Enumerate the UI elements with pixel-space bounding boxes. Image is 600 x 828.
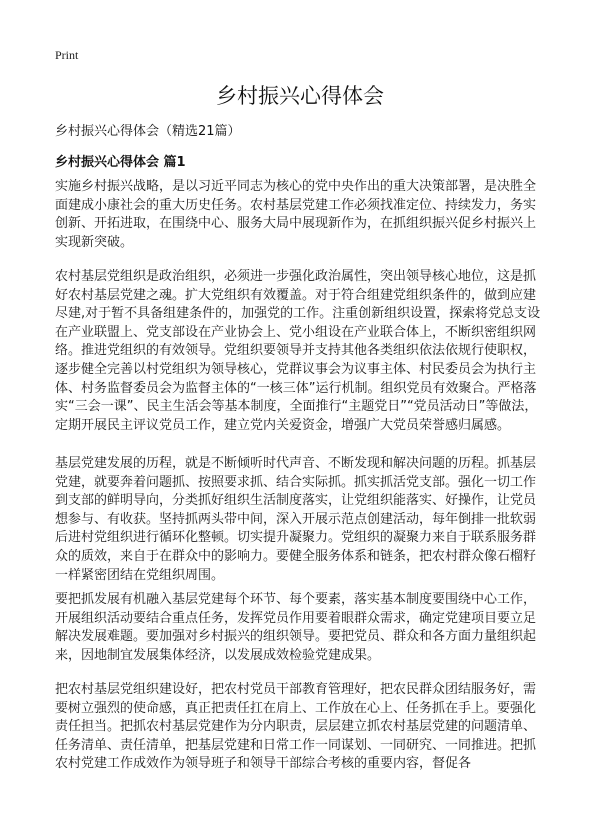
page-title: 乡村振兴心得体会 [216, 84, 384, 108]
document-subtitle: 乡村振兴心得体会（精选21篇） [55, 124, 241, 139]
print-label: Print [55, 48, 79, 62]
paragraph: 把农村基层党组织建设好，把农村党员干部教育管理好，把农民群众团结服务好，需要树立强烈的使命感，真正把责任扛在肩上、工作放在心上、任务抓在手上。要强化责任担当。把抓农村基层党建作为分内职责，层层建立抓农村基层党建的问题清单、任务清单、责任清单，把基层党建和日常工作一同谋划、一同研究、一同推进。把抓农村党建工作成效作为领导班子和领导干部综合考核的重要内容，督促各 [55, 682, 537, 772]
paragraph: 要把抓发展有机融入基层党建每个环节、每个要素，落实基本制度要围绕中心工作，开展组织活动要结合重点任务，发挥党员作用要着眼群众需求，确定党建项目要立足解决发展难题。要加强对乡村振兴的组织领导。要把党员、群众和各方面力量组织起来，因地制宜发展集体经济，以发展成效检验党建成果。 [55, 592, 537, 663]
section-heading: 乡村振兴心得体会 篇1 [55, 155, 186, 170]
paragraph: 农村基层党组织是政治组织，必须进一步强化政治属性，突出领导核心地位，这是抓好农村基层党建之魂。扩大党组织有效覆盖。对于符合组建党组织条件的，做到应建尽建,对于暂不具备组建条件的，加强党的工作。注重创新组织设置，探索将党总支设在产业联盟上、党支部设在产业协会上、党小组设在产业联合体上，不断织密组织网络。推进党组织的有效领导。党组织要领导并支持其他各类组织依法依规行使职权，逐步健全完善以村党组织为领导核心，党群议事会为议事主体、村民委员会为执行主体、村务监督委员会为监督主体的“一核三体”运行机制。组织党员有效聚合。严格落实“三会一课”、民主生活会等基本制度，全面推行“主题党日”“党员活动日”等做法，定期开展民主评议党员工作，建立党内关爱资金，增强广大党员荣誉感归属感。 [55, 269, 541, 433]
paragraph: 基层党建发展的历程，就是不断倾听时代声音、不断发现和解决问题的历程。抓基层党建，就要奔着问题抓、按照要求抓、结合实际抓。抓实抓活党支部。强化一切工作到支部的鲜明导向，分类抓好组织生活制度落实，让党组织能落实、好操作，让党员想参与、有收获。坚持抓两头带中间，深入开展示范点创建活动，每年倒排一批软弱后进村党组织进行循环化整顿。切实提升凝聚力。党组织的凝聚力来自于联系服务群众的质效，来自于在群众中的影响力。要健全服务体系和链条，把农村群众像石榴籽一样紧密团结在党组织周围。 [55, 456, 537, 583]
paragraph: 实施乡村振兴战略，是以习近平同志为核心的党中央作出的重大决策部署，是决胜全面建成小康社会的重大历史任务。农村基层党建工作必须找准定位、持续发力，务实创新、开拓进取，在围绕中心、服务大局中展现新作为，在抓组织振兴促乡村振兴上实现新突破。 [55, 179, 537, 250]
